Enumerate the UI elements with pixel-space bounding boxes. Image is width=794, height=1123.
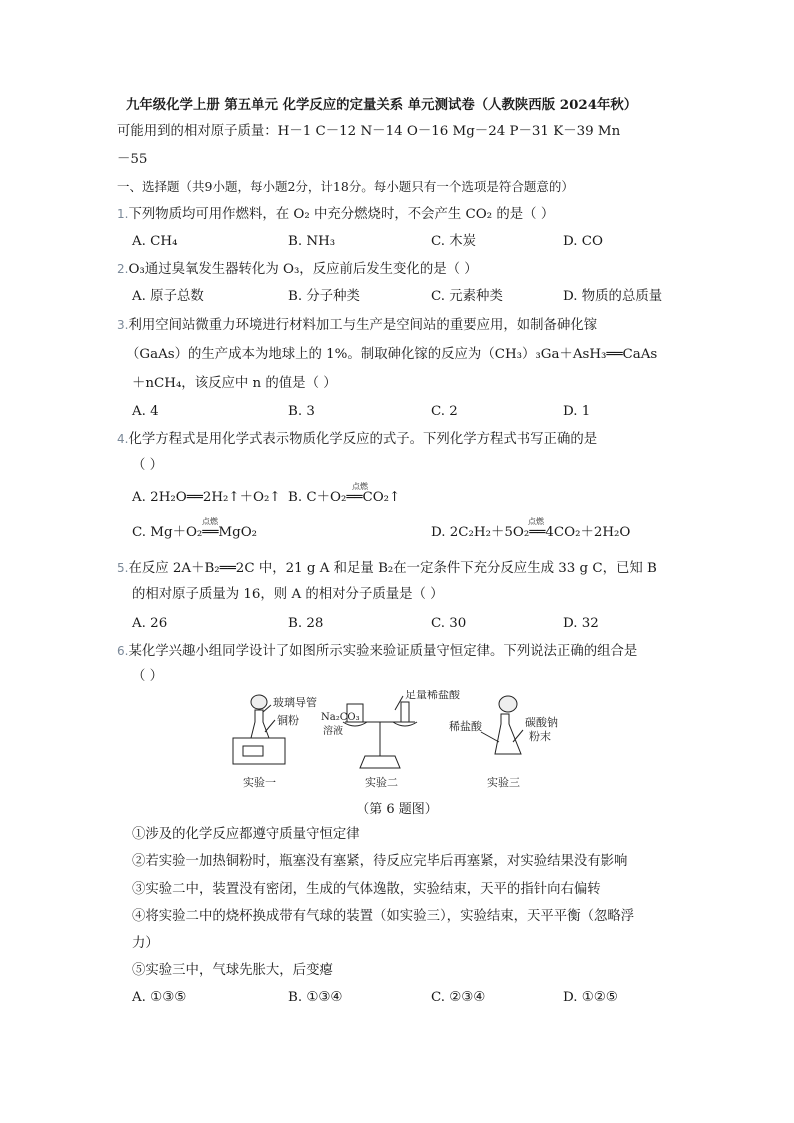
statement-4: ④将实验二中的烧杯换成带有气球的装置（如实验三），实验结束，天平平衡（忽略浮 — [132, 909, 635, 924]
question-text: O₃通过臭氧发生器转化为 O₃，反应前后发生变化的是（ ） — [128, 262, 478, 277]
option-b: B. 28 — [288, 616, 324, 631]
question-3-line3: ＋nCH₄，该反应中 n 的值是（ ） — [132, 376, 337, 391]
condition-label: 点燃 — [202, 517, 218, 526]
figure-caption: （第 6 题图） — [356, 802, 438, 817]
option-d: D. 1 — [563, 404, 591, 419]
statement-1: ①涉及的化学反应都遵守质量守恒定律 — [132, 827, 360, 842]
balance-base — [360, 756, 400, 768]
option-a: A. 原子总数 — [132, 289, 204, 304]
option-b: B. ①③④ — [288, 990, 343, 1005]
flask-1 — [251, 710, 269, 738]
option-c: C. Mg＋O₂══MgO₂ — [132, 525, 258, 540]
label-sodium-carbonate: 碳酸钠 — [525, 716, 558, 729]
question-4 — [117, 430, 597, 449]
test-tube — [401, 702, 409, 722]
option-d: D. 2C₂H₂＋5O₂══4CO₂＋2H₂O — [431, 525, 631, 540]
question-number: 1. — [117, 207, 129, 221]
question-5-line2: 的相对原子质量为 16，则 A 的相对分子质量是（ ） — [132, 587, 444, 602]
statement-3: ③实验二中，装置没有密闭，生成的气体逸散，实验结束，天平的指针向右偏转 — [132, 882, 601, 897]
label-hcl: 足量稀盐酸 — [405, 690, 460, 701]
hcl-pointer — [395, 696, 403, 710]
option-d: D. ①②⑤ — [563, 990, 618, 1005]
experiment-figure — [225, 690, 585, 800]
question-3 — [117, 316, 597, 335]
option-b: B. 分子种类 — [288, 289, 360, 304]
dilute-hcl-pointer — [481, 732, 499, 742]
option-d: D. 32 — [563, 616, 599, 631]
flask-3 — [495, 714, 521, 754]
experiment-illustration — [225, 690, 585, 800]
option-d: D. 物质的总质量 — [563, 289, 663, 304]
question-3-line2: （GaAs）的生产成本为地球上的 1%。制取砷化镓的反应为（CH₃）₃Ga＋AsH₃══CaAs — [126, 347, 658, 362]
question-text: 在反应 2A＋B₂══2C 中，21 g A 和足量 B₂在一定条件下充分反应生成 33 g C，已知 B — [128, 561, 657, 576]
question-text: 下列物质均可用作燃料，在 O₂ 中充分燃烧时，不会产生 CO₂ 的是（ ） — [128, 207, 555, 222]
option-c: C. 元素种类 — [431, 289, 503, 304]
option-a: A. CH₄ — [132, 234, 178, 249]
section-heading: 一、选择题（共9小题，每小题2分，计18分。每小题只有一个选项是符合题意的） — [117, 179, 574, 194]
option-b: B. 3 — [288, 404, 315, 419]
question-6 — [117, 642, 637, 661]
sodium-carbonate-pointer — [513, 730, 523, 742]
option-c: C. ②③④ — [431, 990, 486, 1005]
question-number: 6. — [117, 644, 129, 658]
question-text: 利用空间站微重力环境进行材料加工与生产是空间站的重要应用，如制备砷化镓 — [128, 318, 598, 333]
option-c: C. 30 — [431, 616, 467, 631]
pan-right — [393, 722, 417, 726]
option-a: A. 4 — [132, 404, 159, 419]
label-exp3: 实验三 — [487, 776, 520, 789]
question-text: 化学方程式是用化学式表示物质化学反应的式子。下列化学方程式书写正确的是 — [128, 432, 598, 447]
label-powder: 粉末 — [529, 730, 551, 743]
question-1 — [117, 205, 554, 224]
label-solution: 溶液 — [323, 726, 343, 737]
statement-4-cont: 力） — [132, 936, 159, 951]
option-b: B. C＋O₂══CO₂↑ — [288, 490, 401, 505]
option-a: A. 2H₂O══2H₂↑＋O₂↑ — [132, 490, 281, 505]
atomic-masses-line1: 可能用到的相对原子质量：H－1 C－12 N－14 O－16 Mg－24 P－31 K－39 Mn — [117, 124, 621, 139]
option-c: C. 2 — [431, 404, 458, 419]
label-dilute-hcl: 稀盐酸 — [449, 720, 482, 733]
copper-pointer — [265, 720, 275, 732]
option-a: A. 26 — [132, 616, 168, 631]
question-text: 某化学兴趣小组同学设计了如图所示实验来验证质量守恒定律。下列说法正确的组合是 — [128, 644, 638, 659]
hot-plate — [233, 738, 285, 764]
option-d: D. CO — [563, 234, 603, 249]
page-title: 九年级化学上册 第五单元 化学反应的定量关系 单元测试卷（人教陕西版 2024年秋） — [126, 97, 638, 113]
option-c: C. 木炭 — [431, 234, 477, 249]
option-a: A. ①③⑤ — [132, 990, 187, 1005]
condition-label: 点燃 — [352, 482, 368, 491]
statement-2: ②若实验一加热铜粉时，瓶塞没有塞紧，待反应完毕后再塞紧，对实验结果没有影响 — [132, 854, 628, 869]
atomic-masses-line2: －55 — [117, 152, 148, 167]
hot-plate-display — [243, 746, 263, 756]
question-6-line2: （ ） — [132, 669, 164, 684]
label-copper: 铜粉 — [277, 714, 299, 727]
question-number: 5. — [117, 561, 129, 575]
statement-5: ⑤实验三中，气球先胀大，后变瘪 — [132, 963, 333, 978]
question-number: 2. — [117, 262, 129, 276]
question-number: 3. — [117, 318, 129, 332]
question-2 — [117, 260, 478, 279]
condition-label: 点燃 — [528, 517, 544, 526]
question-5 — [117, 559, 657, 578]
option-b: B. NH₃ — [288, 234, 336, 249]
label-exp2: 实验二 — [365, 776, 398, 789]
question-number: 4. — [117, 432, 129, 446]
balloon-1 — [251, 695, 267, 709]
label-glass-tube: 玻璃导管 — [273, 696, 317, 709]
question-4-line2: （ ） — [132, 458, 164, 473]
label-na2co3: Na₂CO₃ — [321, 712, 360, 723]
label-exp1: 实验一 — [243, 776, 276, 789]
balloon-3 — [499, 696, 517, 712]
